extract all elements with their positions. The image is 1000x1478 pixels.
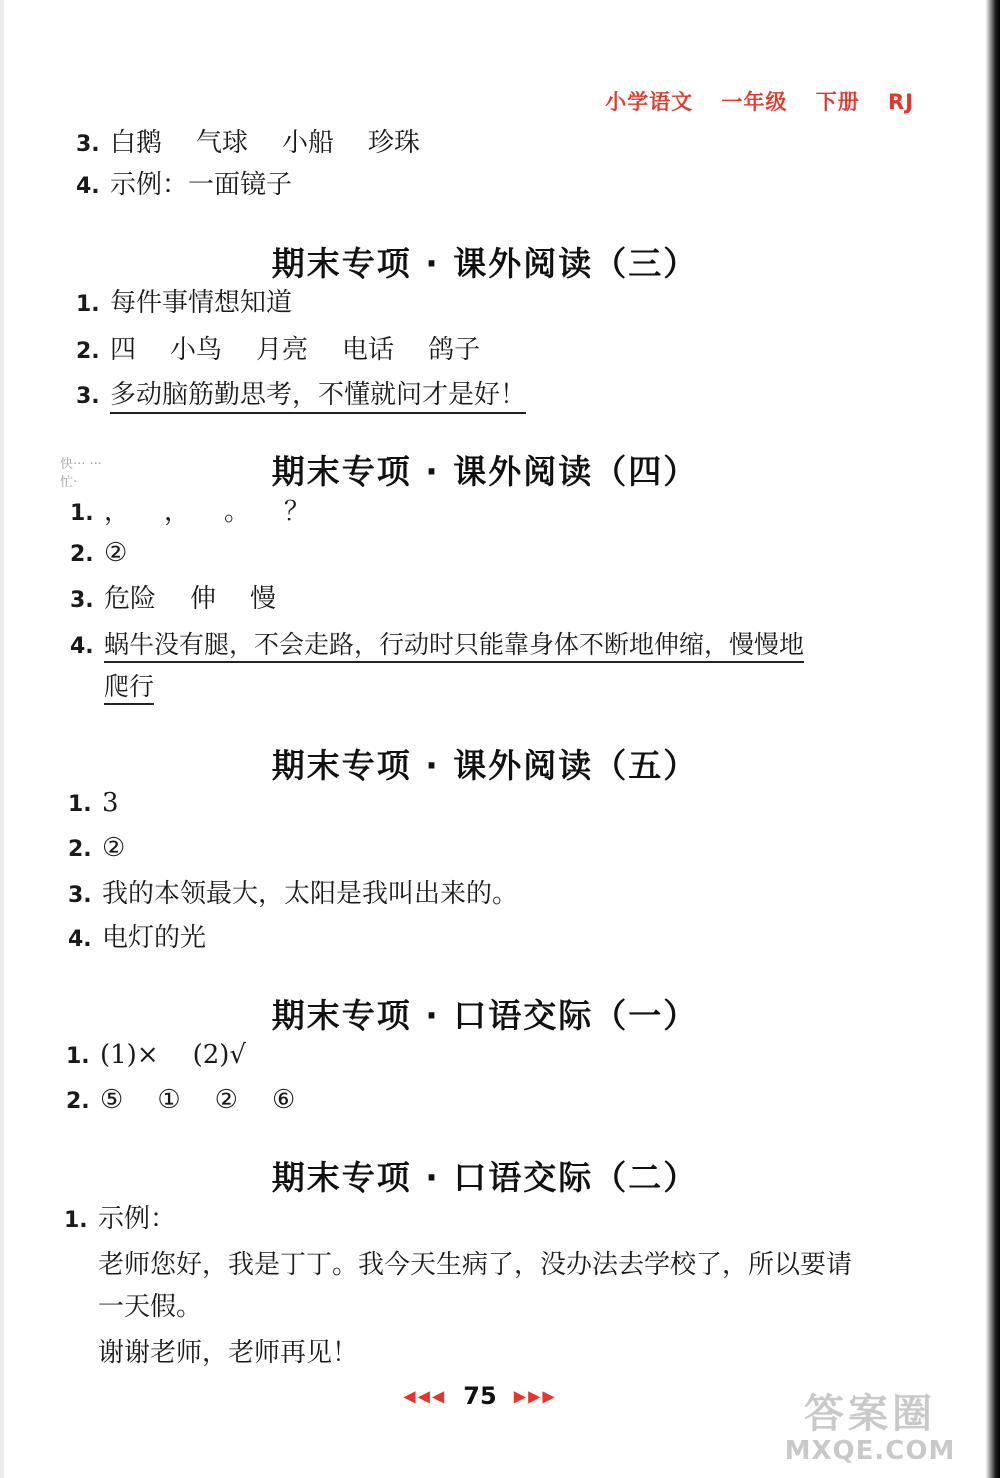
answer-text: 我的本领最大，太阳是我叫出来的。 <box>102 879 519 909</box>
answer-line <box>66 1038 246 1074</box>
answer-text: 电灯的光 <box>102 923 207 953</box>
section-title: 期末专项 · 口语交际（一） <box>271 996 699 1035</box>
answer-line <box>68 786 119 822</box>
underlined-answer: 爬行 <box>104 672 154 705</box>
answer-line <box>76 333 480 369</box>
answer-number: 1. <box>70 501 94 526</box>
answer-number: 2. <box>68 837 92 862</box>
answer-word: (2)√ <box>192 1040 247 1070</box>
answer-word: ⑤ <box>100 1085 124 1115</box>
watermark-top: 答案圈 <box>804 1391 936 1437</box>
book-header <box>605 86 914 116</box>
answer-number: 3. <box>76 132 100 157</box>
answer-word: ， <box>104 497 131 527</box>
answer-line <box>76 168 292 204</box>
page-number: 75 <box>463 1382 497 1410</box>
answer-number: 1. <box>68 792 92 817</box>
watermark-bottom: MXQE.COM <box>784 1436 956 1466</box>
answer-line <box>68 831 125 867</box>
answer-word: 伸 <box>190 584 217 614</box>
answer-word: 气球 <box>196 128 249 158</box>
answer-line <box>64 1202 176 1238</box>
answer-word: 白鹅 <box>110 128 163 158</box>
answer-line <box>68 877 518 913</box>
answer-text: 示例： <box>98 1204 177 1234</box>
answer-line <box>76 378 526 414</box>
answer-line <box>70 582 276 618</box>
page-edge-right <box>986 0 1000 1478</box>
header-volume: 下册 <box>815 90 860 114</box>
answer-text: 每件事情想知道 <box>110 288 293 318</box>
answer-word: ⑥ <box>271 1085 296 1115</box>
answer-number: 3. <box>70 588 94 613</box>
answer-number: 2. <box>76 339 100 364</box>
answer-word: 危险 <box>104 584 157 614</box>
page-edge-left <box>0 0 4 1478</box>
answer-paragraph-line: 谢谢老师，老师再见！ <box>98 1338 359 1368</box>
answer-number: 4. <box>70 634 94 659</box>
section-title: 期末专项 · 口语交际（二） <box>271 1158 699 1197</box>
watermark <box>770 1392 970 1468</box>
answer-word: 小船 <box>282 128 335 158</box>
right-arrows-icon: ▶▶▶ <box>513 1386 557 1406</box>
answer-number: 4. <box>68 927 92 952</box>
answer-line <box>76 126 420 162</box>
answer-line <box>70 495 310 531</box>
answer-number: 2. <box>66 1089 90 1114</box>
answer-text: 示例：一面镜子 <box>110 170 293 200</box>
answer-word: 月亮 <box>256 335 309 365</box>
header-subject: 小学语文 <box>605 90 694 114</box>
header-edition: RJ <box>888 90 914 114</box>
left-arrows-icon: ◀◀◀ <box>403 1386 447 1406</box>
answer-paragraph-line: 老师您好，我是丁丁。我今天生病了，没办法去学校了，所以要请 <box>98 1250 853 1280</box>
answer-line <box>76 286 292 322</box>
answer-word: 慢 <box>250 584 277 614</box>
answer-text: ② <box>104 538 128 568</box>
answer-line <box>70 536 127 572</box>
answer-line <box>66 1083 295 1119</box>
answer-word: ， <box>164 497 191 527</box>
answer-word: 。 <box>224 497 251 527</box>
answer-word: 鸽子 <box>428 335 481 365</box>
underlined-answer: 蜗牛没有腿，不会走路，行动时只能靠身体不断地伸缩，慢慢地 <box>104 630 804 663</box>
answer-line <box>68 921 206 957</box>
answer-word: 小鸟 <box>170 335 223 365</box>
answer-number: 2. <box>70 542 94 567</box>
answer-text: 3 <box>102 788 119 818</box>
stray-mark-line: 快··· ··· <box>60 457 102 472</box>
answer-word: (1)× <box>100 1040 159 1070</box>
answer-word: 四 <box>110 335 137 365</box>
answer-line <box>70 628 804 664</box>
answer-word: ② <box>214 1085 238 1115</box>
answer-paragraph-line: 一天假。 <box>98 1292 203 1322</box>
stray-mark-line: 忙· <box>60 475 78 490</box>
answer-continuation <box>104 670 154 704</box>
answer-number: 3. <box>68 883 92 908</box>
underlined-answer: 多动脑筋勤思考，不懂就问才是好！ <box>110 380 526 414</box>
answer-number: 1. <box>64 1208 88 1233</box>
header-grade: 一年级 <box>721 90 788 114</box>
answer-number: 1. <box>66 1044 90 1069</box>
answer-word: ？ <box>284 497 311 527</box>
answer-word: ① <box>157 1085 181 1115</box>
section-title: 期末专项 · 课外阅读（五） <box>271 746 699 785</box>
answer-word: 珍珠 <box>368 128 421 158</box>
answer-number: 1. <box>76 292 100 317</box>
answer-word: 电话 <box>342 335 395 365</box>
answer-text: ② <box>102 833 126 863</box>
section-title: 期末专项 · 课外阅读（三） <box>271 244 699 283</box>
section-title: 期末专项 · 课外阅读（四） <box>271 452 699 491</box>
answer-number: 3. <box>76 384 100 409</box>
answer-number: 4. <box>76 174 100 199</box>
